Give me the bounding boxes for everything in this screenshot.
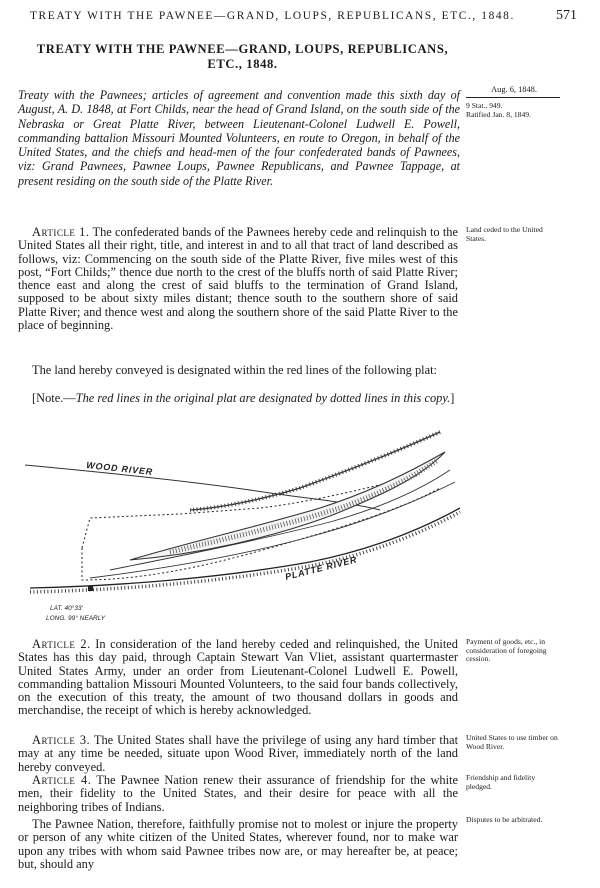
article-1-text: The confederated bands of the Pawnees hereby cede and relinquish to the United States all their right, title, and interest in and to all that tract of land described as follows, viz: Commencing on the south side of the Platte River, five miles west of this post, “Fort Childs;” thence due north to the crest of the bluffs north of said Platte River; thence east and along the crest of said bluffs to the termination of Grand Island, supposed to be about sixty miles distant; thence south to the southern shore of said Platte River; and thence west and along the southern shore of the said Platte River to the place of beginning.	[18, 225, 459, 333]
article-1-paragraph	[18, 226, 458, 332]
platte-river-hatching	[30, 512, 460, 592]
treaty-title-line-1: TREATY WITH THE PAWNEE—GRAND, LOUPS, REPUBLICANS,	[36, 42, 449, 56]
latitude-label: LAT. 40°33'	[50, 605, 83, 612]
margin-note-payment: Payment of goods, etc., in consideration of foregoing cession.	[466, 637, 547, 664]
fort-marker	[88, 586, 93, 591]
running-head: TREATY WITH THE PAWNEE—GRAND, LOUPS, REPUBLICANS, ETC., 1848.	[30, 10, 515, 22]
page-number: 571	[556, 8, 577, 23]
grand-island-outline	[130, 452, 445, 560]
margin-note-ratified: Ratified Jan. 8, 1849.	[466, 110, 531, 119]
article-4-label: Article 4.	[32, 773, 92, 787]
treaty-title-line-2: ETC., 1848.	[207, 57, 278, 71]
article-4-paragraph	[18, 774, 458, 814]
margin-date-rule	[466, 97, 560, 98]
article-1-label: Article 1.	[32, 225, 90, 239]
note-close: ]	[450, 391, 455, 405]
treaty-preamble: Treaty with the Pawnees; articles of agreement and convention made this sixth day of August, A. D. 1848, at Fort Childs, near the head of Grand Island, on the south side of the Nebraska or Great Platte River, between Lieutenant-Colonel Ludwell E. Powell, commanding battalion Missouri Mounted Volunteers, en route to Oregon, in behalf of the United States, and the chiefs and head-men of the four confederated bands of Pawnees, viz: Grand Pawnees, Pawnee Loups, Pawnee Republicans, and Pawnee Tappage, at present residing on the south side of the Platte River.	[18, 88, 460, 188]
north-bluff-line	[190, 432, 440, 510]
article-2-text: In consideration of the land hereby ceded and relinquished, the United States has this day paid, through Captain Stewart Van Vliet, assistant quartermaster United States Army, under an order from Lieutenant-Colonel Ludwell E. Powell, commanding battalion Missouri Mounted Volunteers, to the said four bands collectively, on the execution of this treaty, the amount of two thousand dollars in goods and merchandise, the receipt of which is hereby acknowledged.	[18, 637, 458, 718]
platte-river-south-shore	[30, 508, 460, 588]
wood-river-label: WOOD RIVER	[85, 460, 154, 477]
margin-note-stat: 9 Stat., 949.	[466, 101, 503, 110]
north-bluff-hatching	[190, 432, 440, 510]
article-3-label: Article 3.	[32, 733, 91, 747]
article-3-paragraph	[18, 734, 458, 774]
margin-note-land-ceded: Land ceded to the United States.	[466, 225, 543, 243]
land-conveyed-paragraph: The land hereby conveyed is designated within the red lines of the following plat:	[32, 363, 437, 377]
closing-paragraph: The Pawnee Nation, therefore, faithfully promise not to molest or injure the property or person of any white citizen of the United States, wherever found, nor to make war upon any tribes with whom said Pawnee tribes now are, or may hereafter be, at peace; but, should any	[18, 817, 458, 871]
margin-note-timber: United States to use timber on Wood River.	[466, 733, 558, 751]
treaty-title	[20, 42, 465, 72]
article-2-paragraph	[18, 638, 458, 718]
plat-map	[20, 430, 465, 630]
article-3-text: The United States shall have the privilege of using any hard timber that may at any time be needed, situate upon Wood River, immediately north of the land hereby conveyed.	[18, 733, 459, 774]
note-open: [Note.—	[32, 391, 76, 405]
longitude-label: LONG. 99° NEARLY	[46, 615, 106, 622]
margin-note-disputes: Disputes to be arbitrated.	[466, 815, 543, 824]
margin-note-date: Aug. 6, 1848.	[491, 85, 537, 94]
platte-river-label: PLATTE RIVER	[284, 554, 359, 582]
margin-note-friendship: Friendship and fidelity pledged.	[466, 773, 536, 791]
editorial-note	[18, 392, 458, 405]
article-4-text: The Pawnee Nation renew their assurance of friendship for the white men, their fidelity to the United States, and their desire for peace with all the neighboring tribes of Indians.	[18, 773, 459, 814]
article-2-label: Article 2.	[32, 637, 91, 651]
wood-river-line	[25, 465, 380, 510]
note-text: The red lines in the original plat are designated by dotted lines in this copy.	[75, 391, 451, 405]
